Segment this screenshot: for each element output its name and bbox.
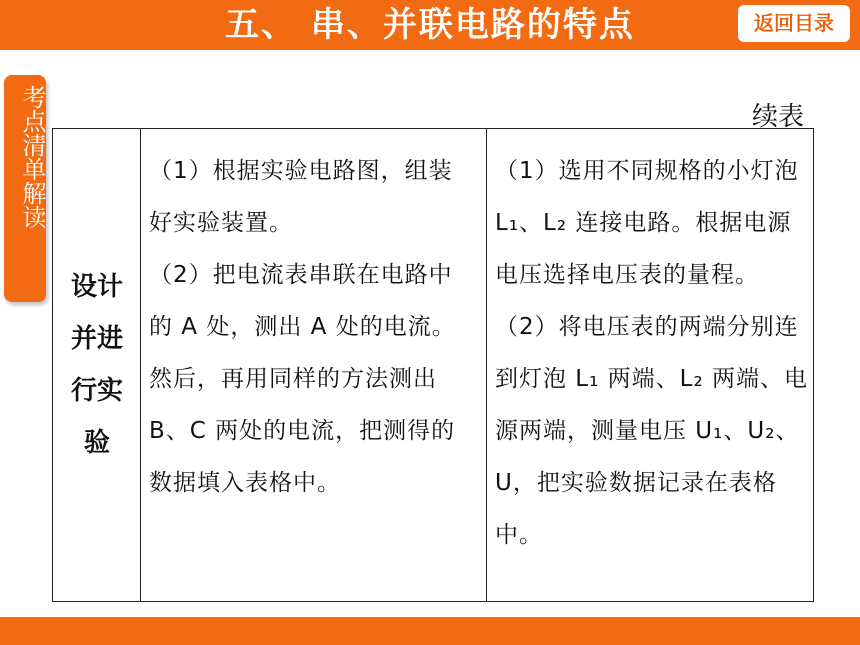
parallel-circuit-cell: [495, 145, 813, 561]
cell-paragraph: （1）根据实验电路图，组装好实验装置。: [149, 158, 453, 236]
row-header-cell: [53, 129, 141, 601]
table-caption: 续表: [752, 102, 805, 132]
footer-bar: [0, 617, 860, 645]
side-tab-label: 考点清单解读: [18, 85, 46, 229]
cell-paragraph: （2）将电压表的两端分别连到灯泡 L₁ 两端、L₂ 两端、电源两端，测量电压 U₁、U₂、U，把实验数据记录在表格中。: [495, 314, 809, 548]
series-circuit-cell: [149, 145, 469, 509]
cell-paragraph: （2）把电流表串联在电路中的 A 处，测出 A 处的电流。然后，再用同样的方法测出 B、C 两处的电流，把测得的数据填入表格中。: [149, 262, 456, 496]
row-header-label: 设计并进行实验: [70, 272, 123, 458]
cell-paragraph: （1）选用不同规格的小灯泡 L₁、L₂ 连接电路。根据电源电压选择电压表的量程。: [495, 158, 799, 288]
column-divider: [486, 129, 487, 601]
back-to-contents-button[interactable]: 返回目录: [738, 5, 850, 42]
side-tab[interactable]: [4, 75, 46, 302]
page-title: 五、 串、并联电路的特点: [225, 5, 635, 45]
data-table: [52, 128, 814, 602]
